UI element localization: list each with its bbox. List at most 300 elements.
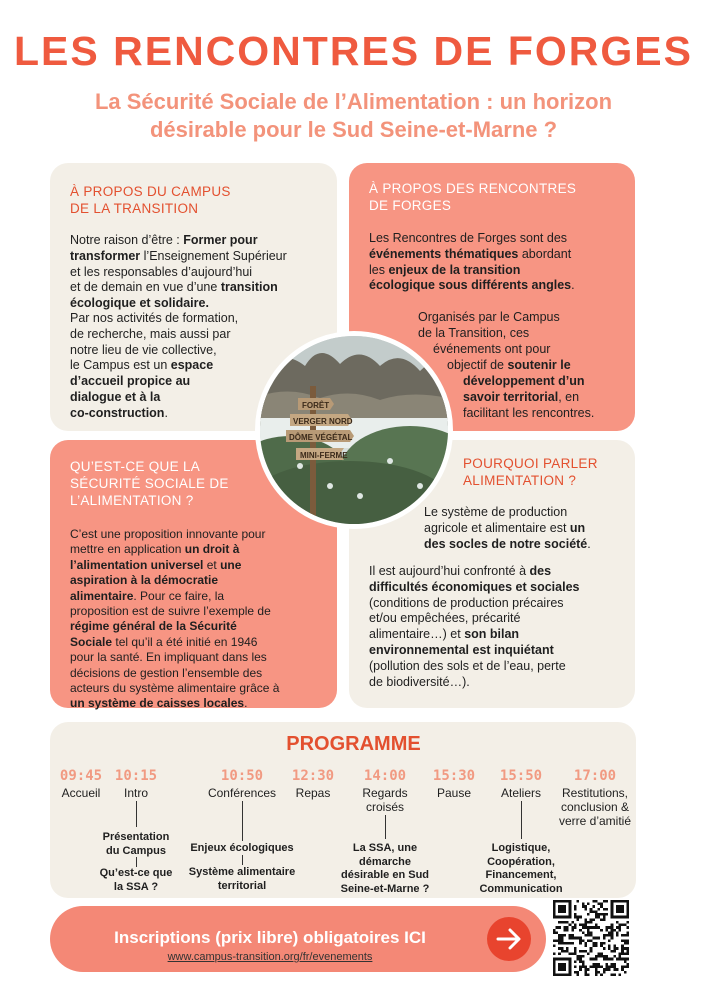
subtitle-line: La Sécurité Sociale de l’Alimentation : un horizon: [94, 89, 613, 114]
slot-time: 09:45: [59, 768, 103, 784]
campus-heading-line: DE LA TRANSITION: [70, 201, 199, 216]
qr-module: [605, 968, 608, 971]
qr-module: [603, 937, 606, 940]
qr-module: [577, 958, 580, 961]
qr-module: [553, 929, 556, 932]
text-run: et de demain en vue d’une: [70, 280, 221, 295]
qr-module: [584, 945, 587, 948]
qr-module: [590, 926, 593, 929]
qr-module: [579, 942, 582, 945]
text-run: , en: [558, 390, 580, 404]
text-run: développement d’un: [463, 374, 585, 388]
qr-module: [574, 913, 577, 916]
qr-module: [603, 913, 606, 916]
qr-module: [584, 973, 587, 976]
qr-module: [608, 939, 611, 942]
qr-module: [624, 924, 627, 927]
qr-module: [608, 958, 611, 961]
qr-module: [600, 945, 603, 948]
qr-module: [579, 966, 582, 969]
connector-line: [136, 857, 137, 867]
qr-module: [587, 926, 590, 929]
text-run: Qu’est-ce que: [99, 867, 173, 879]
qr-module: [595, 910, 598, 913]
qr-module: [582, 903, 585, 906]
qr-module: [574, 916, 577, 919]
qr-module: [574, 937, 577, 940]
connector-line: [385, 815, 386, 839]
qr-module: [626, 958, 629, 961]
qr-module: [626, 934, 629, 937]
qr-module: [595, 926, 598, 929]
text-run: alimentaire…) et: [369, 627, 465, 642]
qr-module: [626, 950, 629, 953]
qr-module: [626, 926, 629, 929]
qr-module: [595, 955, 598, 958]
text-run: démarche: [359, 855, 411, 868]
qr-module: [600, 955, 603, 958]
text-run: territorial: [217, 879, 267, 892]
qr-module: [600, 913, 603, 916]
qr-module: [626, 947, 629, 950]
text-run: Il est aujourd’hui confronté à: [369, 564, 530, 578]
qr-module: [605, 900, 608, 903]
qr-module: [579, 955, 582, 958]
connector-line: [136, 801, 137, 827]
qr-module: [603, 958, 606, 961]
qr-module: [600, 966, 603, 969]
ssa-heading: [70, 458, 229, 509]
qr-module: [598, 916, 601, 919]
qr-module: [587, 968, 590, 971]
qr-module: [598, 913, 601, 916]
qr-module: [626, 966, 629, 969]
slot-label: Repas: [295, 786, 331, 800]
qr-module: [590, 918, 593, 921]
pourquoi-heading-line: POURQUOI PARLER: [463, 456, 598, 471]
qr-module: [600, 918, 603, 921]
qr-module: [571, 934, 574, 937]
qr-module: [621, 934, 624, 937]
text-run: Seine-et-Marne ?: [340, 882, 430, 895]
qr-module: [582, 939, 585, 942]
qr-module: [558, 942, 561, 945]
qr-module: [595, 968, 598, 971]
qr-module: [603, 934, 606, 937]
qr-module: [584, 966, 587, 969]
text-run: régime général de la Sécurité: [70, 619, 237, 634]
qr-module: [558, 905, 566, 913]
qr-module: [592, 945, 595, 948]
qr-module: [579, 939, 582, 942]
qr-module: [621, 939, 624, 942]
qr-module: [611, 924, 614, 927]
signpost-photo: [255, 331, 453, 529]
qr-module: [608, 931, 611, 934]
qr-module: [584, 934, 587, 937]
text-run: du Campus: [106, 844, 166, 857]
qr-module: [605, 929, 608, 932]
qr-module: [563, 921, 566, 924]
regards-subitem: [330, 842, 440, 896]
qr-module: [595, 971, 598, 974]
qr-module: [613, 973, 616, 976]
qr-module: [619, 926, 622, 929]
qr-module: [571, 926, 574, 929]
signpost-illustration: [260, 336, 448, 524]
qr-module: [624, 952, 627, 955]
qr-module: [592, 900, 595, 903]
qr-module: [579, 924, 582, 927]
ateliers-subitem: [466, 842, 576, 896]
qr-module: [561, 950, 564, 953]
qr-module: [592, 958, 595, 961]
text-run: un système de caisses locales: [70, 696, 245, 711]
slot-label: Restitutions, conclusion & verre d’amitié: [558, 786, 632, 828]
qr-module: [598, 908, 601, 911]
qr-module: [592, 910, 595, 913]
ssa-heading-line: L’ALIMENTATION ?: [70, 493, 194, 508]
qr-module: [579, 937, 582, 940]
text-run: Sociale: [70, 634, 113, 649]
text-run: le Campus est un: [70, 358, 171, 373]
qr-module: [571, 942, 574, 945]
qr-module: [595, 924, 598, 927]
text-run: . Pour ce faire, la: [133, 588, 225, 603]
qr-module: [595, 937, 598, 940]
qr-module: [592, 942, 595, 945]
qr-module: [621, 947, 624, 950]
programme-title: PROGRAMME: [286, 733, 421, 755]
text-run: .: [244, 696, 248, 711]
qr-module: [613, 947, 616, 950]
qr-module: [613, 963, 616, 966]
text-run: Présentation: [102, 831, 170, 843]
qr-module: [587, 952, 590, 955]
qr-module: [626, 963, 629, 966]
qr-module: [577, 971, 580, 974]
text-run: agricole et alimentaire est: [424, 521, 570, 535]
qr-module: [592, 963, 595, 966]
qr-module: [574, 952, 577, 955]
text-run: désirable en Sud: [340, 869, 430, 881]
slot-time: 12:30: [291, 768, 335, 784]
qr-module: [611, 966, 614, 969]
qr-module: [558, 921, 561, 924]
text-run: des socles de notre société: [424, 537, 588, 551]
qr-module: [577, 900, 580, 903]
qr-module: [613, 945, 616, 948]
qr-module: [608, 934, 611, 937]
qr-module: [598, 963, 601, 966]
qr-module: [574, 905, 577, 908]
qr-module: [569, 942, 572, 945]
qr-module: [577, 937, 580, 940]
qr-module: [553, 931, 556, 934]
qr-module: [603, 908, 606, 911]
text-run: et les responsables d’aujourd’hui: [70, 264, 253, 279]
text-run: de la Transition, ces: [418, 326, 530, 340]
text-run: .: [571, 278, 575, 293]
qr-module: [569, 952, 572, 955]
qr-module: [611, 950, 614, 953]
intro-subitem-presentation: [91, 831, 181, 858]
text-run: événements thématiques: [369, 246, 519, 261]
qr-module: [582, 924, 585, 927]
qr-module: [582, 966, 585, 969]
qr-module: [590, 908, 593, 911]
text-run: dialogue et à la: [70, 389, 161, 404]
qr-module: [579, 950, 582, 953]
qr-module: [621, 924, 624, 927]
slot-label: Pause: [436, 786, 472, 800]
slot-time: 15:50: [499, 768, 543, 784]
qr-module: [619, 958, 622, 961]
qr-module: [569, 924, 572, 927]
qr-module: [619, 973, 622, 976]
text-run: l’Enseignement Supérieur: [140, 248, 287, 263]
qr-module: [584, 908, 587, 911]
qr-module: [558, 926, 561, 929]
text-run: espace: [170, 358, 214, 373]
qr-module: [574, 960, 577, 963]
qr-module: [611, 937, 614, 940]
qr-module: [561, 942, 564, 945]
qr-module: [590, 966, 593, 969]
qr-module: [626, 952, 629, 955]
qr-module: [574, 926, 577, 929]
qr-module: [613, 929, 616, 932]
slot-time: 15:30: [432, 768, 476, 784]
text-run: aspiration à la démocratie: [70, 573, 219, 588]
qr-module: [605, 913, 608, 916]
qr-module: [582, 950, 585, 953]
text-run: alimentaire: [70, 588, 134, 603]
text-run: Logistique,: [491, 842, 551, 854]
text-run: Notre raison d’être :: [70, 233, 184, 247]
qr-module: [603, 955, 606, 958]
qr-module: [574, 908, 577, 911]
qr-module: [584, 971, 587, 974]
qr-module: [611, 973, 614, 976]
qr-module: [619, 955, 622, 958]
qr-module: [605, 963, 608, 966]
slot-time: 17:00: [573, 768, 617, 784]
slot-label: Conférences: [207, 786, 277, 800]
qr-module: [600, 929, 603, 932]
qr-module: [590, 921, 593, 924]
qr-module: [571, 921, 574, 924]
text-run: événements ont pour: [433, 342, 551, 356]
qr-module: [621, 950, 624, 953]
arrow-right-icon-svg: [487, 917, 531, 961]
qr-module: [590, 910, 593, 913]
qr-module: [556, 939, 559, 942]
connector-line: [242, 801, 243, 841]
qr-module: [621, 945, 624, 948]
sign-text: DÔME VÉGÉTAL: [289, 433, 353, 442]
qr-module: [571, 952, 574, 955]
text-run: d’accueil propice au: [70, 374, 191, 389]
qr-module: [582, 905, 585, 908]
text-run: Former pour: [183, 233, 258, 247]
qr-module: [592, 937, 595, 940]
sign-text: VERGER NORD: [293, 417, 353, 426]
text-run: Organisés par le Campus: [418, 310, 560, 324]
ssa-heading-line: SÉCURITÉ SOCIALE DE: [70, 476, 229, 491]
qr-module: [595, 913, 598, 916]
qr-module: [563, 950, 566, 953]
text-run: Coopération,: [487, 855, 555, 868]
qr-module: [574, 924, 577, 927]
qr-module: [574, 966, 577, 969]
qr-module: [595, 963, 598, 966]
qr-module: [587, 934, 590, 937]
text-run: Par nos activités de formation,: [70, 311, 239, 325]
qr-module: [616, 934, 619, 937]
qr-module: [582, 963, 585, 966]
qr-module: [558, 937, 561, 940]
qr-module: [571, 929, 574, 932]
qr-module: [619, 924, 622, 927]
qr-module: [590, 958, 593, 961]
qr-module: [587, 939, 590, 942]
subtitle-line: désirable pour le Sud Seine-et-Marne ?: [149, 117, 558, 142]
text-run: difficultés économiques et sociales: [369, 579, 580, 594]
qr-module: [590, 947, 593, 950]
qr-module: [600, 973, 603, 976]
sign-text: MINI-FERME: [300, 451, 348, 460]
campus-heading: [70, 183, 231, 217]
qr-module: [582, 931, 585, 934]
qr-module: [613, 966, 616, 969]
qr-module: [621, 958, 624, 961]
intro-subitem-ssa: [86, 867, 186, 894]
text-run: objectif de: [447, 358, 508, 372]
qr-module: [616, 947, 619, 950]
qr-module: [626, 921, 629, 924]
text-run: abordant: [518, 246, 572, 261]
qr-module: [584, 942, 587, 945]
qr-module: [613, 968, 616, 971]
qr-module: [605, 934, 608, 937]
qr-module: [574, 947, 577, 950]
qr-module: [577, 916, 580, 919]
qr-module: [595, 945, 598, 948]
arrow-right-icon[interactable]: [487, 917, 531, 961]
qr-module: [608, 926, 611, 929]
qr-module: [587, 903, 590, 906]
qr-code-icon[interactable]: [553, 900, 629, 976]
text-run: La SSA, une: [352, 842, 418, 854]
qr-module: [619, 929, 622, 932]
qr-module: [624, 942, 627, 945]
qr-module: [587, 931, 590, 934]
text-run: de recherche, mais aussi par: [70, 326, 231, 341]
registration-link[interactable]: www.campus-transition.org/fr/evenements: [167, 951, 373, 963]
qr-module: [561, 934, 564, 937]
ssa-paragraph: [70, 527, 330, 712]
qr-module: [556, 926, 559, 929]
connector-line: [521, 801, 522, 839]
rencontres-heading-line: DE FORGES: [369, 198, 452, 213]
qr-module: [624, 958, 627, 961]
qr-module: [590, 931, 593, 934]
qr-module: [605, 908, 608, 911]
text-run: pour la santé. En impliquant dans les: [70, 650, 267, 665]
ssa-heading-line: QU’EST-CE QUE LA: [70, 459, 201, 474]
qr-module: [561, 921, 564, 924]
text-run: mettre en application: [70, 542, 185, 557]
conf-subitem-enjeux: Enjeux écologiques: [190, 842, 294, 854]
qr-module: [626, 931, 629, 934]
text-run: transformer: [70, 248, 141, 263]
text-run: .: [587, 537, 591, 551]
qr-module: [553, 945, 556, 948]
qr-module: [598, 955, 601, 958]
qr-module: [584, 968, 587, 971]
qr-module: [590, 939, 593, 942]
registration-cta[interactable]: Inscriptions (prix libre) obligatoires ICI: [114, 928, 426, 947]
qr-module: [592, 905, 595, 908]
text-run: un droit à: [184, 542, 240, 557]
text-run: Financement,: [485, 869, 557, 881]
qr-module: [605, 926, 608, 929]
text-run: notre lieu de vie collective,: [70, 342, 217, 357]
text-run: soutenir le: [507, 358, 571, 372]
page-title: LES RENCONTRES DE FORGES: [13, 28, 693, 74]
qr-module: [592, 918, 595, 921]
qr-module: [624, 966, 627, 969]
qr-module: [603, 918, 606, 921]
text-run: et: [203, 557, 221, 572]
campus-paragraph-1: [70, 233, 330, 312]
qr-module: [603, 947, 606, 950]
slot-time: 14:00: [363, 768, 407, 784]
qr-module: [608, 945, 611, 948]
page-subtitle: [60, 88, 647, 144]
qr-module: [561, 937, 564, 940]
qr-module: [624, 960, 627, 963]
pourquoi-heading: [463, 455, 598, 489]
qr-module: [590, 950, 593, 953]
qr-module: [605, 958, 608, 961]
qr-module: [613, 950, 616, 953]
qr-module: [566, 921, 569, 924]
slot-time: 10:50: [220, 768, 264, 784]
qr-module: [584, 926, 587, 929]
slot-label: Intro: [123, 786, 148, 800]
qr-module: [598, 926, 601, 929]
qr-module: [603, 971, 606, 974]
text-run: Le système de production: [424, 505, 568, 519]
campus-paragraph-2: [70, 311, 270, 422]
text-run: écologique et solidaire.: [70, 296, 209, 311]
slot-label: Accueil: [61, 786, 101, 800]
slot-time: 10:15: [114, 768, 158, 784]
text-run: facilitant les rencontres.: [463, 406, 595, 420]
qr-module: [574, 971, 577, 974]
text-run: environnemental est inquiétant: [369, 642, 554, 657]
text-run: tel qu’il a été initié en 1946: [112, 634, 258, 649]
qr-module: [611, 926, 614, 929]
qr-module: [579, 958, 582, 961]
qr-module: [592, 966, 595, 969]
qr-module: [561, 947, 564, 950]
rencontres-heading-line: À PROPOS DES RENCONTRES: [369, 181, 577, 196]
qr-module: [616, 921, 619, 924]
campus-heading-line: À PROPOS DU CAMPUS: [70, 184, 231, 199]
